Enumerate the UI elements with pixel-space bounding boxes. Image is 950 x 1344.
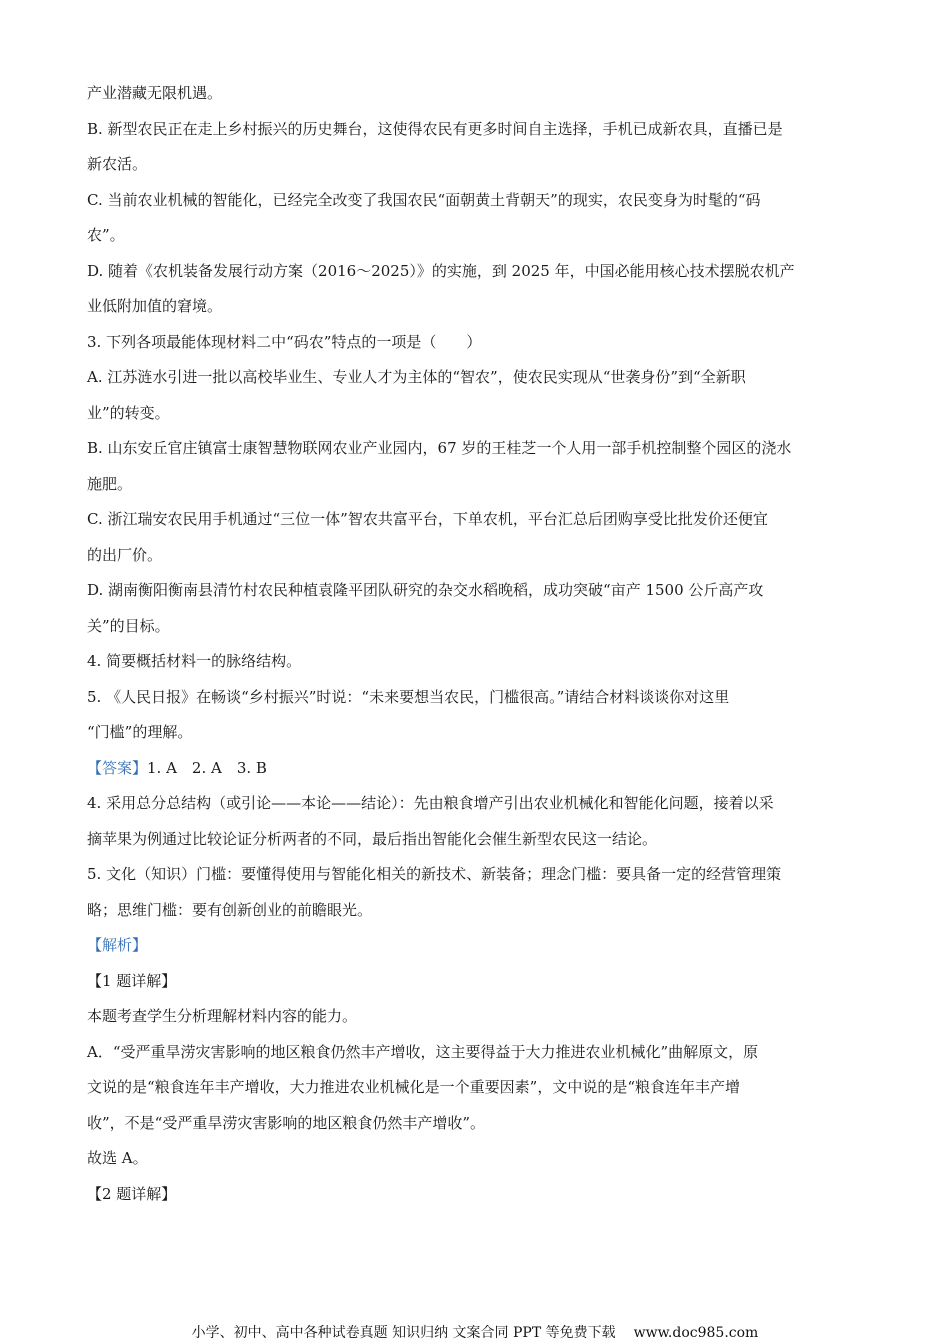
answer-text: 1. A 2. A 3. B xyxy=(147,758,267,777)
document-body xyxy=(87,76,867,1212)
question-3: 3. 下列各项最能体现材料二中“码农”特点的一项是（ ） xyxy=(87,332,482,351)
question-5: 5. 《人民日报》在畅谈“乡村振兴”时说：“未来要想当农民，门槛很高。”请结合材料谈谈你对这里 xyxy=(87,687,730,706)
answer-tag: 【答案】 xyxy=(87,758,148,777)
option-a: A. 江苏涟水引进一批以高校毕业生、专业人才为主体的“智农”，使农民实现从“世袭身份”到“全新职 xyxy=(87,368,746,386)
answer-5-line: 5. 文化（知识）门槛：要懂得使用与智能化相关的新技术、新装备；理念门槛：要具备一定的经营管理策 xyxy=(87,865,782,883)
option-d: D. 湖南衡阳衡南县清竹村农民种植袁隆平团队研究的杂交水稻晚稻，成功突破“亩产 1500 公斤高产攻 xyxy=(87,581,764,599)
text-line: 关”的目标。 xyxy=(87,616,170,635)
text-line: 本题考查学生分析理解材料内容的能力。 xyxy=(87,1007,358,1025)
text-line: 施肥。 xyxy=(87,474,133,493)
option-d: D. 随着《农机装备发展行动方案（2016～2025）》的实施，到 2025 年，中国必能用核心技术摆脱农机产 xyxy=(87,261,795,280)
text-line: 文说的是“粮食连年丰产增收，大力推进农业机械化是一个重要因素”，文中说的是“粮食连年丰产增 xyxy=(87,1078,741,1096)
option-c: C. 当前农业机械的智能化，已经完全改变了我国农民“面朝黄土背朝天”的现实，农民变身为时髦的“码 xyxy=(87,190,761,209)
text-line: 摘苹果为例通过比较论证分析两者的不同，最后指出智能化会催生新型农民这一结论。 xyxy=(87,829,658,848)
analysis-tag: 【解析】 xyxy=(87,936,148,954)
text-line: 新农活。 xyxy=(87,155,148,173)
text-line: 农”。 xyxy=(87,226,125,244)
text-line: 产业潜藏无限机遇。 xyxy=(87,84,223,102)
text-line: 故选 A。 xyxy=(87,1149,148,1167)
text-line: “门槛”的理解。 xyxy=(87,723,193,741)
question-4: 4. 简要概括材料一的脉络结构。 xyxy=(87,652,302,670)
text-line: 业”的转变。 xyxy=(87,403,170,422)
answer-4-line: 4. 采用总分总结构（或引论——本论——结论）：先由粮食增产引出农业机械化和智能化问题，接着以采 xyxy=(87,794,774,812)
text-line: 业低附加值的窘境。 xyxy=(87,297,223,315)
text-line: 的出厂价。 xyxy=(87,545,163,564)
option-b: B. 山东安丘官庄镇富士康智慧物联网农业产业园内，67 岁的王桂芝一个人用一部手机控制整个园区的浇水 xyxy=(87,439,792,457)
option-b: B. 新型农民正在走上乡村振兴的历史舞台，这使得农民有更多时间自主选择，手机已成新农具，直播已是 xyxy=(87,119,783,138)
detail-heading-2: 【2 题详解】 xyxy=(87,1184,177,1203)
text-line: A．“受严重旱涝灾害影响的地区粮食仍然丰产增收，这主要得益于大力推进农业机械化”曲解原文，原 xyxy=(87,1042,759,1061)
footer-text: 小学、初中、高中各种试卷真题 知识归纳 文案合同 PPT 等免费下载 xyxy=(191,1325,616,1341)
answer-line xyxy=(87,751,867,787)
text-line: 略；思维门槛：要有创新创业的前瞻眼光。 xyxy=(87,900,373,919)
page-footer xyxy=(0,1322,950,1342)
option-c: C. 浙江瑞安农民用手机通过“三位一体”智农共富平台，下单农机，平台汇总后团购享受比批发价还便宜 xyxy=(87,510,768,528)
text-line: 收”，不是“受严重旱涝灾害影响的地区粮食仍然丰产增收”。 xyxy=(87,1113,486,1132)
footer-site-link[interactable]: www.doc985.com xyxy=(633,1325,759,1341)
detail-heading-1: 【1 题详解】 xyxy=(87,971,177,990)
